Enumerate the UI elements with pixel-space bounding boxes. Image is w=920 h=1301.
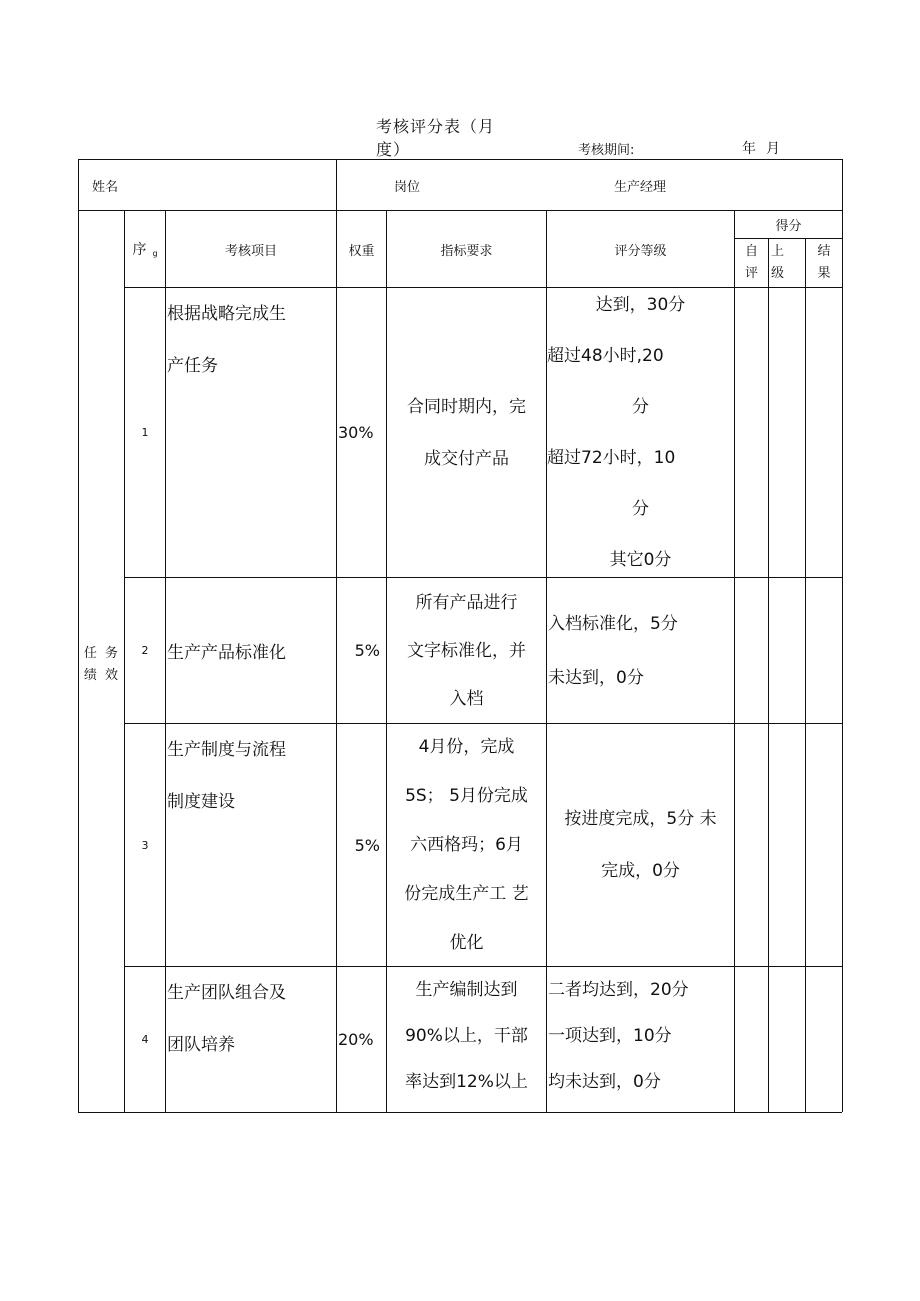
row-2-req-line: 文字标准化，并 [407, 640, 526, 661]
seq-header-sub: g [152, 248, 158, 258]
row-3-grade-line: 按进度完成，5分 未 [564, 809, 717, 829]
row-1-item-line: 根据战略完成生 [167, 304, 286, 324]
row-2-grading [548, 578, 734, 723]
period-label: 考核期间: [578, 143, 635, 158]
grid-line [78, 1112, 842, 1113]
row-4-req-line: 生产编制达到 [415, 980, 518, 1000]
row-1-req-line: 成交付产品 [424, 448, 509, 469]
score-group-header: 得分 [775, 219, 802, 234]
row-2-seq: 2 [141, 644, 149, 657]
row-1-grade-line: 分 [632, 498, 649, 519]
result-header [806, 239, 842, 287]
row-3-weight: 5% [354, 835, 380, 855]
row-3-req-line: 份完成生产工 艺 [404, 883, 529, 904]
row-4-req-line: 90%以上，干部 [405, 1026, 528, 1046]
row-1-grade-line: 超过72小时，10 [547, 447, 676, 468]
row-3-req-line: 4月份，完成 [418, 736, 515, 757]
grid-line [842, 159, 843, 1112]
grid-line [768, 238, 769, 1112]
self-eval-char1: 自 [744, 244, 758, 259]
item-header: 考核项目 [224, 243, 277, 259]
row-1-weight: 30% [338, 423, 374, 442]
row-3-req-line: 优化 [449, 932, 484, 953]
row-3-grade-line: 完成，0分 [601, 861, 680, 881]
grid-line [805, 238, 806, 1112]
seq-header [125, 211, 165, 287]
grid-line [165, 210, 166, 1112]
month-label: 月 [766, 141, 780, 157]
row-1-grade-line: 达到，30分 [595, 294, 686, 315]
row-1-requirement [387, 288, 546, 577]
row-2-req-line: 入档 [449, 688, 484, 709]
row-2-req-line: 所有产品进行 [415, 592, 518, 613]
row-4-item [167, 967, 336, 1112]
superior-header [769, 239, 807, 287]
row-4-item-line: 团队培养 [167, 1035, 235, 1055]
row-3-req-line: 六西格玛；6月 [410, 834, 523, 855]
row-1-item [167, 288, 336, 577]
self-eval-char2: 评 [744, 266, 758, 281]
row-3-item [167, 724, 336, 966]
form-title-line2: 度） [376, 140, 411, 159]
row-4-item-line: 生产团队组合及 [167, 983, 286, 1003]
row-1-seq: 1 [141, 426, 149, 439]
row-4-grade-line: 二者均达到，20分 [548, 980, 689, 1000]
row-3-item-line: 制度建设 [167, 792, 235, 812]
grid-line [734, 210, 735, 1112]
position-label: 岗位 [394, 179, 421, 195]
row-2-item: 生产产品标准化 [167, 643, 286, 663]
row-4-req-line: 率达到12%以上 [405, 1072, 528, 1092]
row-4-grade-line: 一项达到，10分 [548, 1026, 672, 1046]
result-char1: 结 [817, 244, 831, 259]
self-eval-header [735, 239, 768, 287]
row-4-grade-line: 均未达到，0分 [548, 1072, 661, 1092]
result-char2: 果 [817, 266, 831, 281]
position-value: 生产经理 [614, 179, 667, 195]
form-title-line1: 考核评分表（月 [376, 117, 496, 136]
row-3-grading [547, 724, 734, 966]
row-1-grade-line: 超过48小时,20 [547, 345, 664, 366]
year-label: 年 [742, 141, 756, 157]
row-1-grade-line: 其它0分 [609, 549, 672, 570]
row-4-weight: 20% [338, 1030, 374, 1049]
row-1-item-line: 产任务 [167, 356, 218, 376]
row-1-grade-line: 分 [632, 396, 649, 417]
row-2-requirement [387, 578, 546, 723]
row-3-requirement [387, 724, 546, 966]
row-3-item-line: 生产制度与流程 [167, 740, 286, 760]
row-2-grade-line: 入档标准化，5分 [548, 613, 678, 634]
row-2-weight: 5% [354, 641, 380, 660]
row-1-req-line: 合同时期内，完 [407, 396, 526, 417]
category-label: 任 务 绩 效 [83, 646, 121, 683]
row-4-requirement [387, 967, 546, 1112]
row-4-grading [548, 967, 734, 1112]
row-3-seq: 3 [141, 838, 149, 852]
superior-char2: 级 [771, 266, 785, 281]
requirement-header: 指标要求 [440, 243, 493, 259]
row-1-grading [547, 288, 734, 577]
seq-header-label: 序 [132, 242, 147, 258]
grid-line [78, 159, 79, 1112]
weight-header: 权重 [348, 243, 375, 259]
grading-header: 评分等级 [614, 243, 667, 259]
row-2-grade-line: 未达到，0分 [548, 667, 644, 688]
name-label: 姓名 [92, 179, 119, 195]
superior-char1: 上 [771, 244, 785, 259]
row-3-req-line: 5S； 5月份完成 [405, 785, 528, 806]
row-4-seq: 4 [141, 1033, 149, 1046]
